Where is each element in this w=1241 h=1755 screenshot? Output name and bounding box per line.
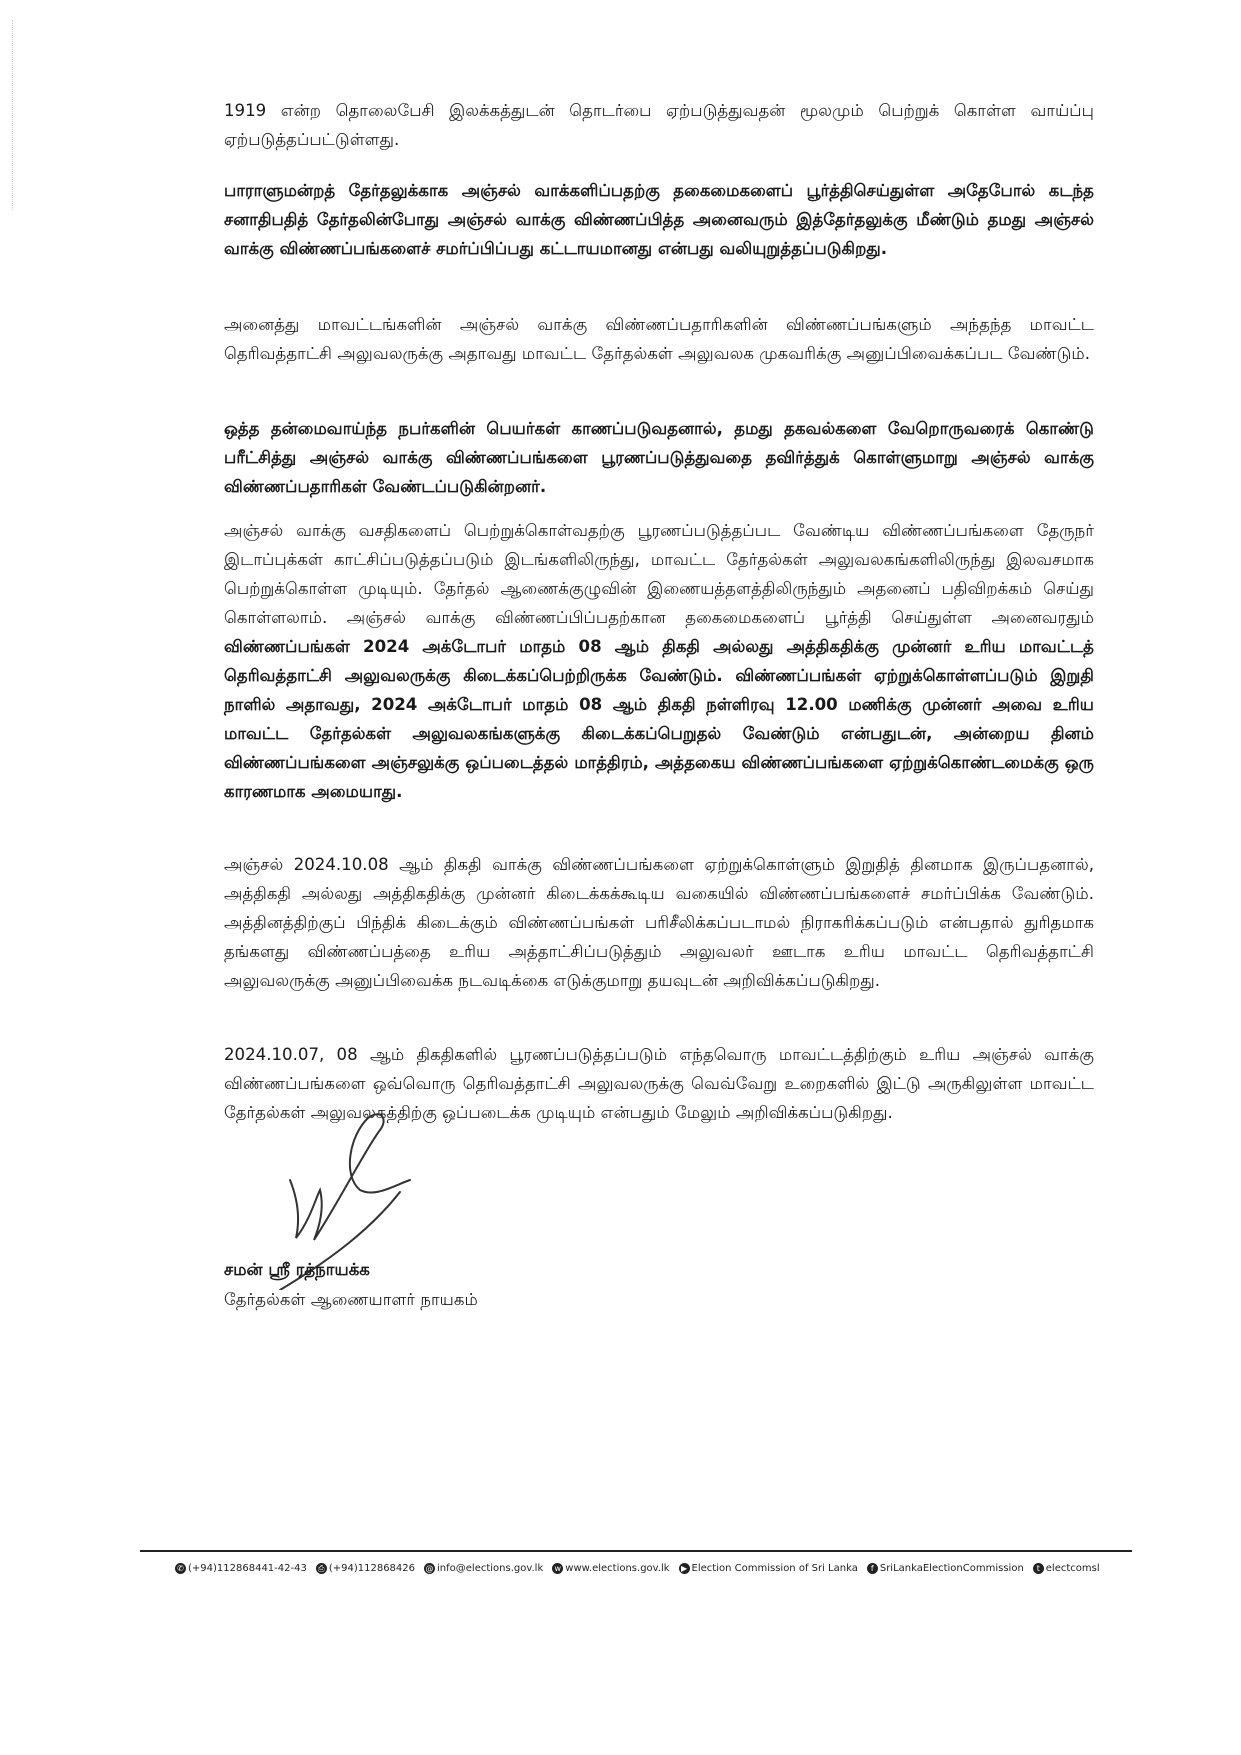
paragraph-obtain-forms-deadline: விண்ணப்பங்கள் 2024 அக்டோபர் மாதம் 08 ஆம் திகதி அல்லது அத்திகதிக்கு முன்னர் உரிய மாவட்டத் தெரிவத்தாட்சி அலுவலருக்கு கிடைக்கப்பெற்றிருக்க வேண்டும். விண்ணப்பங்கள் ஏற்றுக்கொள்ளப்படும் இறுதி நாளில் அதாவது, 2024 அக்டோபர் மாதம் 08 ஆம் திகதி நள்ளிரவு 12.00 மணிக்கு முன்னர் அவை உரிய மாவட்ட தேர்தல்கள் அலுவலகங்களுக்கு கிடைக்கப்பெறுதல் வேண்டும் என்பதுடன், அன்றைய தினம் விண்ணப்பங்களை அஞ்சலுக்கு ஒப்படைத்தல் மாத்திரம், அத்தகைய விண்ணப்பங்களை ஏற்றுக்கொண்டமைக்கு ஒரு காரணமாக அமையாது. (224, 637, 1094, 801)
paragraph-hotline: 1919 என்ற தொலைபேசி இலக்கத்துடன் தொடர்பை ஏற்படுத்துவதன் மூலமும் பெற்றுக் கொள்ள வாய்ப்பு ஏற்படுத்தப்பட்டுள்ளது. (224, 101, 1094, 149)
web-icon: w (552, 1563, 563, 1574)
footer-phone[interactable]: ✆ (+94)112868441-42-43 (175, 1563, 307, 1574)
phone-icon: ✆ (175, 1563, 186, 1574)
paragraph-mandatory-application: பாராளுமன்றத் தேர்தலுக்காக அஞ்சல் வாக்களிப்பதற்கு தகைமைகளைப் பூர்த்திசெய்துள்ள அதேபோல் கடந்த சனாதிபதித் தேர்தலின்போது அஞ்சல் வாக்கு விண்ணப்பித்த அனைவரும் இத்தேர்தலுக்கு மீண்டும் தமது அஞ்சல் வாக்கு விண்ணப்பங்களைச் சமர்ப்பிப்பது கட்டாயமானது என்பது வலியுறுத்தப்படுகிறது. (224, 181, 1094, 258)
footer-website[interactable]: w www.elections.gov.lk (552, 1563, 669, 1574)
footer-fax[interactable]: ⎙ (+94)112868426 (316, 1563, 415, 1574)
footer-email[interactable]: @ info@elections.gov.lk (425, 1563, 544, 1574)
paragraph-envelopes: 2024.10.07, 08 ஆம் திகதிகளில் பூரணப்படுத்தப்படும் எந்தவொரு மாவட்டத்திற்கும் உரிய அஞ்சல் வாக்கு விண்ணப்பங்களை ஒவ்வொரு தெரிவத்தாட்சி அலுவலருக்கு வெவ்வேறு உறைகளில் இட்டு அருகிலுள்ள மாவட்ட தேர்தல்கள் அலுவலகத்திற்கு ஒப்படைக்க முடியும் என்பதும் மேலும் அறிவிக்கப்படுகிறது. (224, 1045, 1094, 1122)
twitter-icon: t (1033, 1563, 1044, 1574)
facebook-icon: f (867, 1563, 878, 1574)
signatory-title: தேர்தல்கள் ஆணையாளர் நாயகம் (224, 1290, 478, 1309)
youtube-icon: ▶ (679, 1563, 690, 1574)
footer-divider (140, 1550, 1132, 1552)
paragraph-avoid-others: ஒத்த தன்மைவாய்ந்த நபர்களின் பெயர்கள் காணப்படுவதனால், தமது தகவல்களை வேறொருவரைக் கொண்டு பரீட்சித்து அஞ்சல் வாக்கு விண்ணப்பங்களை பூரணப்படுத்துவதை தவிர்த்துக் கொள்ளுமாறு அஞ்சல் வாக்கு விண்ணப்பதாரிகள் வேண்டப்படுகின்றனர். (224, 419, 1094, 496)
paragraph-obtain-forms-part1: அஞ்சல் வாக்கு வசதிகளைப் பெற்றுக்கொள்வதற்கு பூரணப்படுத்தப்பட வேண்டிய விண்ணப்பங்களை தேருநர் இடாப்புக்கள் காட்சிப்படுத்தப்படும் இடங்களிலிருந்து, மாவட்ட தேர்தல்கள் அலுவலகங்களிலிருந்து இலவசமாக பெற்றுக்கொள்ள முடியும். தேர்தல் ஆணைக்குழுவின் இணையத்தளத்திலிருந்தும் அதனைப் பதிவிறக்கம் செய்து கொள்ளலாம். அஞ்சல் வாக்கு விண்ணப்பிப்பதற்கான தகைமைகளைப் பூர்த்தி செய்துள்ள அனைவரதும் (224, 521, 1094, 627)
paragraph-obtain-forms (224, 516, 1094, 806)
margin-dots (12, 20, 15, 210)
paragraph-send-to-district: அனைத்து மாவட்டங்களின் அஞ்சல் வாக்கு விண்ணப்பதாரிகளின் விண்ணப்பங்களும் அந்தந்த மாவட்ட தெரிவத்தாட்சி அலுவலருக்கு அதாவது மாவட்ட தேர்தல்கள் அலுவலக முகவரிக்கு அனுப்பிவைக்கப்பட வேண்டும். (224, 315, 1094, 363)
footer-contacts (175, 1563, 1115, 1574)
fax-icon: ⎙ (316, 1563, 327, 1574)
signatory-name: சமன் ஸ்ரீ ரத்நாயக்க (224, 1260, 370, 1279)
email-icon: @ (425, 1564, 434, 1573)
footer-twitter[interactable]: t electcomsl (1033, 1563, 1100, 1574)
footer-facebook[interactable]: f SriLankaElectionCommission (867, 1563, 1024, 1574)
footer-youtube[interactable]: ▶ Election Commission of Sri Lanka (679, 1563, 858, 1574)
paragraph-final-date: அஞ்சல் 2024.10.08 ஆம் திகதி வாக்கு விண்ணப்பங்களை ஏற்றுக்கொள்ளும் இறுதித் தினமாக இருப்பதனால், அத்திகதி அல்லது அத்திகதிக்கு முன்னர் கிடைக்கக்கூடிய வகையில் விண்ணப்பங்களைச் சமர்ப்பிக்க வேண்டும். அத்தினத்திற்குப் பிந்திக் கிடைக்கும் விண்ணப்பங்கள் பரிசீலிக்கப்படாமல் நிராகரிக்கப்படும் என்பதால் துரிதமாக தங்களது விண்ணப்பத்தை உரிய அத்தாட்சிப்படுத்தும் அலுவலர் ஊடாக உரிய மாவட்ட தெரிவத்தாட்சி அலுவலருக்கு அனுப்பிவைக்க நடவடிக்கை எடுக்குமாறு தயவுடன் அறிவிக்கப்படுகிறது. (224, 855, 1094, 990)
